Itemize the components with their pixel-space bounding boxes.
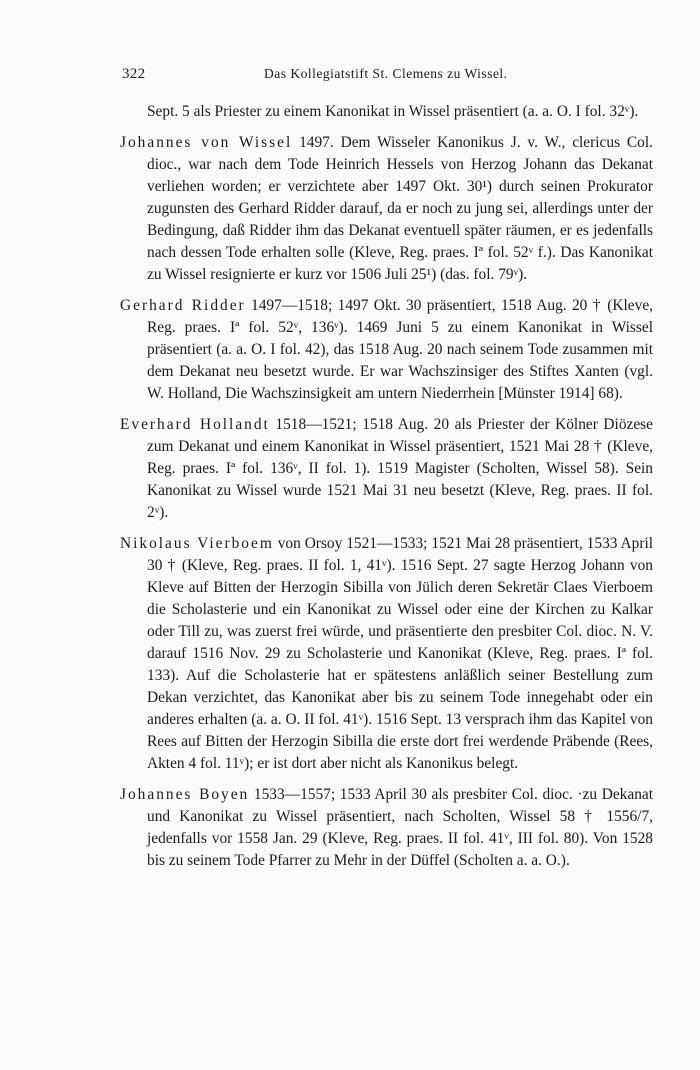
page-body — [120, 101, 653, 881]
entry-name: Johannes Boyen — [120, 786, 250, 803]
entry-text: 1497—1518; 1497 Okt. 30 präsentiert, 1518 Aug. 20 † (Kleve, Reg. praes. Iª fol. 52ᵛ, 136ᵛ). 1469 Juni 5 zu einem Kanonikat in Wissel präsentiert (a. a. O. I fol. 42), das 1518 Aug. 20 nach seinem Tode zusammen mit dem Dekanat neu besetzt wurde. Er war Wachszinsiger des Stiftes Xanten (vgl. W. Holland, Die Wachszinsigkeit am untern Niederrhein [Münster 1914] 68). — [147, 297, 654, 402]
running-title: Das Kollegiatstift St. Clemens zu Wissel. — [264, 66, 508, 81]
entry-text: 1497. Dem Wisseler Kanonikus J. v. W., clericus Col. dioc., war nach dem Tode Heinrich Hessels von Herzog Johann das Dekanat verliehen worden; er verzichtete aber 1497 Okt. 30¹) durch seinen Prokurator zugunsten des Gerhard Ridder darauf, da er noch zu jung sei, allerdings unter der Bedingung, daß Ridder ihm das Dekanat eventuell später räumen, er es jedenfalls nach dessen Tode erhalten solle (Kleve, Reg. praes. Iª fol. 52ᵛ f.). Das Kanonikat zu Wissel resignierte er kurz vor 1506 Juli 25¹) (das. fol. 79ᵛ). — [147, 134, 653, 283]
entry-name: Nikolaus Vierboem — [120, 535, 274, 552]
page-number: 322 — [122, 66, 146, 82]
entry-name: Gerhard Ridder — [120, 297, 246, 314]
entry-name: Everhard Hollandt — [120, 416, 270, 433]
entry-text: 1533—1557; 1533 April 30 als presbiter Col. dioc. ·zu Dekanat und Kanonikat zu Wissel präsentiert, nach Scholten, Wissel 58 † 1556/7, jedenfalls vor 1558 Jan. 29 (Kleve, Reg. praes. II fol. 41ᵛ, III fol. 80). Von 1528 bis zu seinem Tode Pfarrer zu Mehr in der Düffel (Scholten a. a. O.). — [147, 786, 654, 869]
entry-gerhard-ridder — [120, 295, 653, 405]
entry-text: Sept. 5 als Priester zu einem Kanonikat in Wissel präsentiert (a. a. O. I fol. 32ᵛ). — [147, 103, 639, 120]
entry-johannes-boyen — [120, 784, 653, 872]
entry-nikolaus-vierboem — [120, 533, 653, 775]
entry-text: 1518—1521; 1518 Aug. 20 als Priester der Kölner Diözese zum Dekanat und einem Kanonikat in Wissel präsentiert, 1521 Mai 28 † (Kleve, Reg. praes. Iª fol. 136ᵛ, II fol. 1). 1519 Magister (Scholten, Wissel 58). Sein Kanonikat zu Wissel wurde 1521 Mai 31 neu besetzt (Kleve, Reg. praes. II fol. 2ᵛ). — [147, 416, 653, 521]
entry-text: von Orsoy 1521—1533; 1521 Mai 28 präsentiert, 1533 April 30 † (Kleve, Reg. praes. II fol. 1, 41ᵛ). 1516 Sept. 27 sagte Herzog Johann von Kleve auf Bitten der Herzogin Sibilla von Jülich deren Sekretär Claes Vierboem die Scholasterie und ein Kanonikat zu Wissel oder eine der Kirchen zu Kalkar oder Till zu, was zuerst frei würde, und präsentierte den presbiter Col. dioc. N. V. darauf 1516 Nov. 29 zu Scholasterie und Kanonikat (Kleve, Reg. praes. Iª fol. 133). Auf die Scholasterie hat er spätestens anläßlich seiner Bestellung zum Dekan verzichtet, das Kanonikat aber bis zu seinem Tode innegehabt oder ein anderes erhalten (a. a. O. II fol. 41ᵛ). 1516 Sept. 13 versprach ihm das Kapitel von Rees auf Bitten der Herzogin Sibilla die erste dort frei werdende Präbende (Rees, Akten 4 fol. 11ᵛ); er ist dort aber nicht als Kanonikus belegt. — [147, 535, 653, 772]
entry-johannes-von-wissel — [120, 132, 653, 286]
entry-name: Johannes von Wissel — [120, 134, 293, 151]
entry-continuation — [120, 101, 653, 123]
entry-everhard-hollandt — [120, 414, 653, 524]
